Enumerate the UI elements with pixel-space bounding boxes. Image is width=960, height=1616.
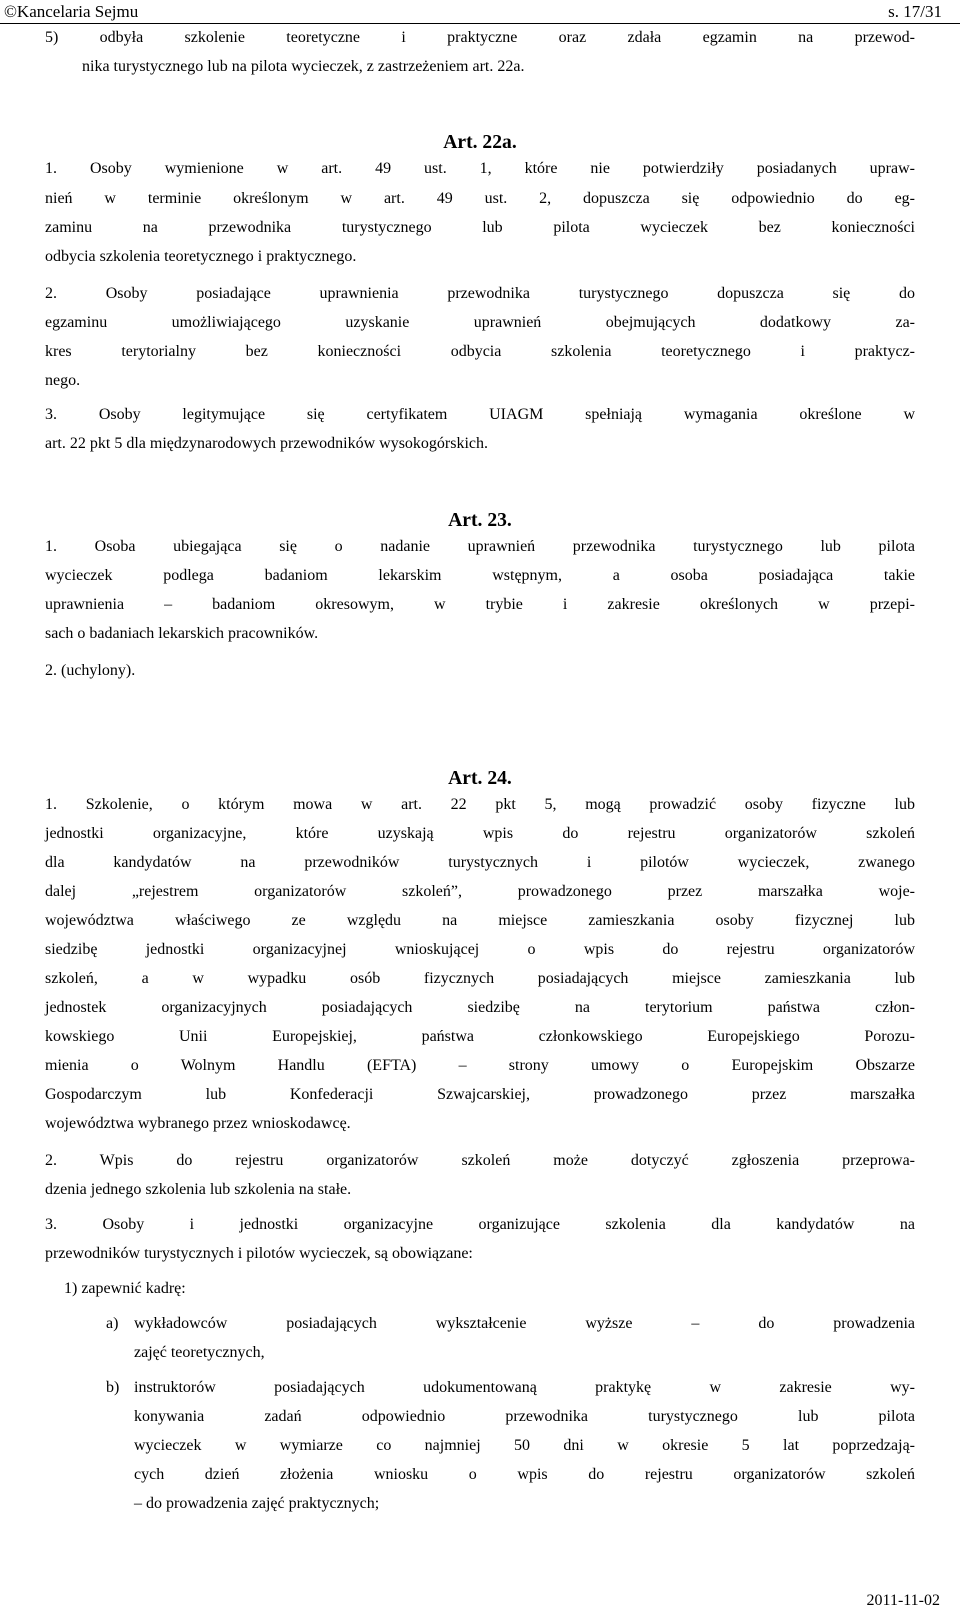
article-title: Art. 22a.: [443, 132, 517, 153]
text-line: dzenia jednego szkolenia lub szkolenia na stałe.: [45, 1181, 352, 1198]
art-24-pkt-1: 1) zapewnić kadrę:: [64, 1280, 186, 1297]
item-5-line: nika turystycznego lub na pilota wycieczek, z zastrzeżeniem art. 22a.: [82, 58, 525, 75]
copyright-label: ©Kancelaria Sejmu: [4, 2, 139, 21]
text-line: cych dzień złożenia wniosku o wpis do rejestru organizatorów szkoleń: [134, 1466, 915, 1483]
article-title: Art. 24.: [448, 768, 512, 789]
text-line: dla kandydatów na przewodników turystycznych i pilotów wycieczek, zwanego: [45, 854, 915, 871]
text-line: województwa właściwego ze względu na miejsce zamieszkania osoby fizycznej lub: [45, 912, 915, 929]
text-line: kowskiego Unii Europejskiej, państwa członkowskiego Europejskiego Porozu-: [45, 1028, 915, 1045]
text-line: 2. Wpis do rejestru organizatorów szkoleń może dotyczyć zgłoszenia przeprowa-: [45, 1152, 915, 1169]
lit-label: a): [106, 1315, 119, 1332]
text-line: 1. Osoba ubiegająca się o nadanie uprawnień przewodnika turystycznego lub pilota: [45, 538, 915, 555]
text-line: kres terytorialny bez konieczności odbycia szkolenia teoretycznego i praktycz-: [45, 343, 915, 360]
text-line: 1. Szkolenie, o którym mowa w art. 22 pkt 5, mogą prowadzić osoby fizyczne lub: [45, 796, 915, 813]
document-date: 2011-11-02: [866, 1592, 940, 1609]
text-line: jednostki organizacyjne, które uzyskają wpis do rejestru organizatorów szkoleń: [45, 825, 915, 842]
text-line: 3. Osoby i jednostki organizacyjne organizujące szkolenia dla kandydatów na: [45, 1216, 915, 1233]
text-line: zaminu na przewodnika turystycznego lub pilota wycieczek bez konieczności: [45, 219, 915, 236]
text-line: wycieczek podlega badaniom lekarskim wstępnym, a osoba posiadająca takie: [45, 567, 915, 584]
text-line: 1. Osoby wymienione w art. 49 ust. 1, które nie potwierdziły posiadanych upraw-: [45, 160, 915, 177]
article-title: Art. 23.: [448, 510, 512, 531]
text-line: Gospodarczym lub Konfederacji Szwajcarskiej, prowadzonego przez marszałka: [45, 1086, 915, 1103]
text-line: zajęć teoretycznych,: [134, 1344, 265, 1361]
text-line: wykładowców posiadających wykształcenie wyższe – do prowadzenia: [134, 1315, 915, 1332]
text-line: – do prowadzenia zajęć praktycznych;: [134, 1495, 380, 1512]
text-line: dalej „rejestrem organizatorów szkoleń”, prowadzonego przez marszałka woje-: [45, 883, 915, 900]
text-line: województwa wybranego przez wnioskodawcę.: [45, 1115, 351, 1132]
text-line: wycieczek w wymiarze co najmniej 50 dni w okresie 5 lat poprzedzają-: [134, 1437, 915, 1454]
text-line: egzaminu umożliwiającego uzyskanie uprawnień obejmujących dodatkowy za-: [45, 314, 915, 331]
header-divider: [0, 23, 960, 24]
lit-label: b): [106, 1379, 120, 1396]
text-line: nień w terminie określonym w art. 49 ust. 2, dopuszcza się odpowiednio do eg-: [45, 190, 915, 207]
text-line: sach o badaniach lekarskich pracowników.: [45, 625, 319, 642]
text-line: art. 22 pkt 5 dla międzynarodowych przewodników wysokogórskich.: [45, 435, 489, 452]
text-line: konywania zadań odpowiednio przewodnika turystycznego lub pilota: [134, 1408, 915, 1425]
text-line: uprawnienia – badaniom okresowym, w trybie i zakresie określonych w przepi-: [45, 596, 915, 613]
text-line: 2. Osoby posiadające uprawnienia przewodnika turystycznego dopuszcza się do: [45, 285, 915, 302]
text-line: instruktorów posiadających udokumentowaną praktykę w zakresie wy-: [134, 1379, 915, 1396]
text-line: siedzibę jednostki organizacyjnej wnioskującej o wpis do rejestru organizatorów: [45, 941, 915, 958]
text-line: przewodników turystycznych i pilotów wycieczek, są obowiązane:: [45, 1245, 473, 1262]
art-23-ust-2: 2. (uchylony).: [45, 662, 136, 679]
item-5-line: 5) odbyła szkolenie teoretyczne i praktyczne oraz zdała egzamin na przewod-: [45, 29, 915, 46]
page-number: s. 17/31: [888, 2, 942, 21]
text-line: nego.: [45, 372, 81, 389]
text-line: odbycia szkolenia teoretycznego i praktycznego.: [45, 248, 357, 265]
text-line: szkoleń, a w wypadku osób fizycznych posiadających miejsce zamieszkania lub: [45, 970, 915, 987]
text-line: mienia o Wolnym Handlu (EFTA) – strony umowy o Europejskim Obszarze: [45, 1057, 915, 1074]
text-line: jednostek organizacyjnych posiadających siedzibę na terytorium państwa człon-: [45, 999, 915, 1016]
text-line: 3. Osoby legitymujące się certyfikatem UIAGM spełniają wymagania określone w: [45, 406, 915, 423]
